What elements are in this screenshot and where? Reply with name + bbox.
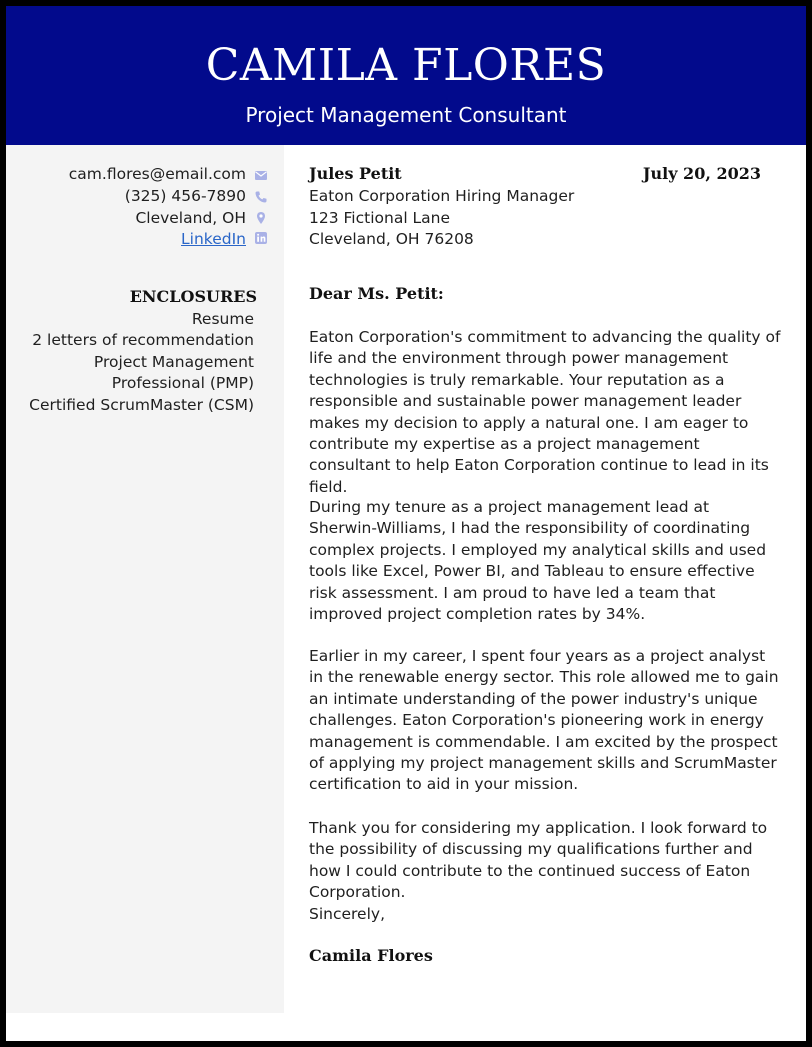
signature: Camila Flores (309, 946, 433, 965)
letter-date: July 20, 2023 (642, 164, 761, 183)
contact-location: Cleveland, OH (135, 209, 246, 227)
enclosure-item: Certified ScrumMaster (CSM) (29, 395, 254, 414)
enclosures-list (6, 309, 254, 416)
job-title: Project Management Consultant (245, 103, 567, 127)
recipient-name: Jules Petit (309, 164, 402, 183)
salutation: Dear Ms. Petit: (309, 284, 444, 303)
linkedin-icon[interactable] (254, 231, 268, 245)
sidebar (6, 145, 284, 1013)
body-paragraph: During my tenure as a project management lead at Sherwin-Williams, I had the responsibility of coordinating complex projects. I employed my analytical skills and used tools like Excel, Power BI, and Tableau to ensure effective risk assessment. I am proud to have led a team that improved project completion rates by 34%. (309, 498, 767, 624)
body-paragraph: Earlier in my career, I spent four years as a project analyst in the renewable energy sector. This role allowed me to gain an intimate understanding of the power industry's unique challenges. Eaton Corporation's pioneering work in energy management is commendable. I am excited by the prospect of applying my project management skills and ScrumMaster certification to aid in your mission. (309, 647, 779, 794)
phone-icon (254, 190, 268, 204)
linkedin-link[interactable]: LinkedIn (181, 230, 246, 248)
body-paragraph: Eaton Corporation's commitment to advancing the quality of life and the environment through power management technologies is truly remarkable. Your reputation as a responsible and sustainable power management leader makes my decision to apply a natural one. I am eager to contribute my expertise as a project management consultant to help Eaton Corporation continue to lead in its field. (309, 328, 781, 496)
body-paragraph: Thank you for considering my application. I look forward to the possibility of discussing my qualifications further and how I could contribute to the continued success of Eaton Corporation. (309, 819, 768, 902)
address-line-1: 123 Fictional Lane (309, 209, 451, 227)
resume-page (6, 6, 806, 1041)
contact-email[interactable]: cam.flores@email.com (68, 165, 246, 183)
enclosure-item: Professional (PMP) (111, 374, 254, 393)
enclosure-item: Project Management (93, 352, 254, 371)
contact-phone: (325) 456-7890 (124, 187, 246, 205)
enclosures-heading: ENCLOSURES (129, 287, 257, 306)
applicant-name: CAMILA FLORES (205, 40, 607, 91)
header-banner (6, 6, 806, 145)
envelope-icon (254, 168, 268, 182)
enclosure-item: 2 letters of recommendation (32, 331, 254, 350)
map-pin-icon (254, 211, 268, 225)
enclosure-item: Resume (191, 310, 254, 328)
address-line-2: Cleveland, OH 76208 (309, 230, 474, 248)
recipient-title: Eaton Corporation Hiring Manager (309, 187, 575, 205)
closing: Sincerely, (309, 905, 386, 923)
